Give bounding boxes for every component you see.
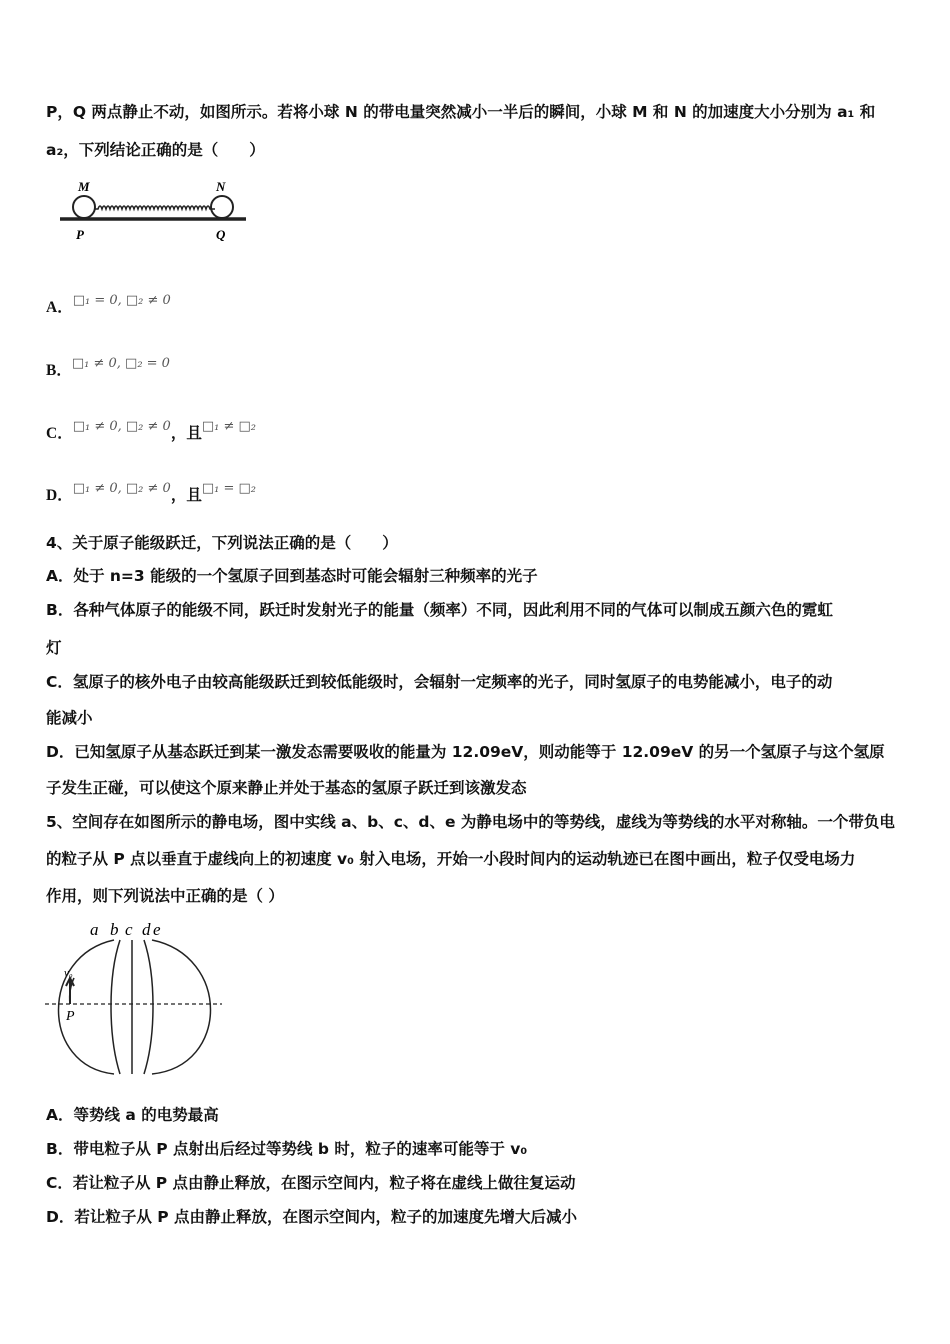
option-label: A． — [46, 299, 73, 316]
q5-stem-line1: 5、空间存在如图所示的静电场，图中实线 a、b、c、d、e 为静电场中的等势线，虚线为等势线的水平对称轴。一个带负电 — [46, 813, 895, 831]
option-suffix: ，且 — [170, 424, 202, 442]
figure-label-e: e — [153, 920, 161, 939]
q4-option-b-line2[interactable]: 灯 — [46, 639, 62, 657]
velocity-arrow — [66, 978, 74, 1004]
option-label: C． — [46, 425, 73, 442]
figure-label-m: M — [78, 179, 90, 194]
q4-option-c-line1[interactable]: C．氢原子的核外电子由较高能级跃迁到较低能级时，会辐射一定频率的光子，同时氢原子的电势能减小，电子的动 — [46, 673, 833, 691]
q4-option-d-line2[interactable]: 子发生正碰，可以使这个原来静止并处于基态的氢原子跃迁到该激发态 — [46, 779, 527, 797]
q4-option-a[interactable]: A．处于 n=3 能级的一个氢原子回到基态时可能会辐射三种频率的光子 — [46, 567, 538, 585]
figure-label-d: d — [142, 920, 151, 939]
ball-m — [73, 196, 95, 218]
q3-option-d[interactable] — [46, 481, 908, 508]
equipotential-e — [152, 940, 211, 1074]
figure-label-p: P — [76, 227, 84, 242]
q4-option-b-line1[interactable]: B．各种气体原子的能级不同，跃迁时发射光子的能量（频率）不同，因此利用不同的气体可以制成五颜六色的霓虹 — [46, 601, 833, 619]
equipotential-d — [144, 940, 153, 1074]
option-label: B． — [46, 362, 72, 379]
figure-label-n: N — [216, 179, 226, 194]
q5-option-b[interactable]: B．带电粒子从 P 点射出后经过等势线 b 时，粒子的速率可能等于 v₀ — [46, 1140, 528, 1158]
equipotential-a — [59, 940, 115, 1074]
option-formula: □₁ ≠ 0, □₂ = 0 — [71, 356, 170, 371]
q5-stem-line2: 的粒子从 P 点以垂直于虚线向上的初速度 v₀ 射入电场，开始一小段时间内的运动轨迹已在图中画出，粒子仅受电场力 — [46, 850, 856, 868]
option-formula-2: □₁ = □₂ — [201, 481, 256, 496]
figure-label-a: a — [90, 920, 99, 939]
q5-option-a[interactable]: A．等势线 a 的电势最高 — [46, 1106, 219, 1124]
option-formula: □₁ = 0, □₂ ≠ 0 — [72, 293, 171, 308]
spring — [95, 206, 215, 209]
q3-option-b[interactable] — [46, 356, 908, 383]
equipotential-figure — [40, 916, 230, 1080]
figure-label-v0: v₀ — [64, 967, 73, 979]
figure-label-p5: P — [66, 1009, 75, 1024]
option-label: D． — [46, 487, 73, 504]
q3-option-c[interactable] — [46, 419, 908, 446]
q4-stem: 4、关于原子能级跃迁，下列说法正确的是（ ） — [46, 534, 398, 552]
option-formula: □₁ ≠ 0, □₂ ≠ 0 — [72, 481, 171, 496]
option-formula-2: □₁ ≠ □₂ — [201, 419, 256, 434]
q3-stem-line1: P，Q 两点静止不动，如图所示。若将小球 N 的带电量突然减小一半后的瞬间，小球 M 和 N 的加速度大小分别为 a₁ 和 — [46, 103, 876, 121]
q5-stem-line3: 作用，则下列说法中正确的是（ ） — [46, 887, 284, 905]
q4-option-c-line2[interactable]: 能减小 — [46, 709, 93, 727]
q3-option-a[interactable] — [46, 293, 908, 320]
figure-label-c: c — [125, 920, 133, 939]
figure-label-b: b — [110, 920, 119, 939]
spring-figure — [56, 176, 256, 246]
q4-option-d-line1[interactable]: D．已知氢原子从基态跃迁到某一激发态需要吸收的能量为 12.09eV，则动能等于 12.09eV 的另一个氢原子与这个氢原 — [46, 743, 885, 761]
q5-option-d[interactable]: D．若让粒子从 P 点由静止释放，在图示空间内，粒子的加速度先增大后减小 — [46, 1208, 578, 1226]
q3-stem-line2: a₂，下列结论正确的是（ ） — [46, 141, 265, 159]
ball-n — [211, 196, 233, 218]
figure-label-q: Q — [216, 227, 226, 242]
equipotential-b — [111, 940, 120, 1074]
option-formula: □₁ ≠ 0, □₂ ≠ 0 — [72, 419, 171, 434]
q5-option-c[interactable]: C．若让粒子从 P 点由静止释放，在图示空间内，粒子将在虚线上做往复运动 — [46, 1174, 576, 1192]
option-suffix: ，且 — [170, 486, 202, 504]
